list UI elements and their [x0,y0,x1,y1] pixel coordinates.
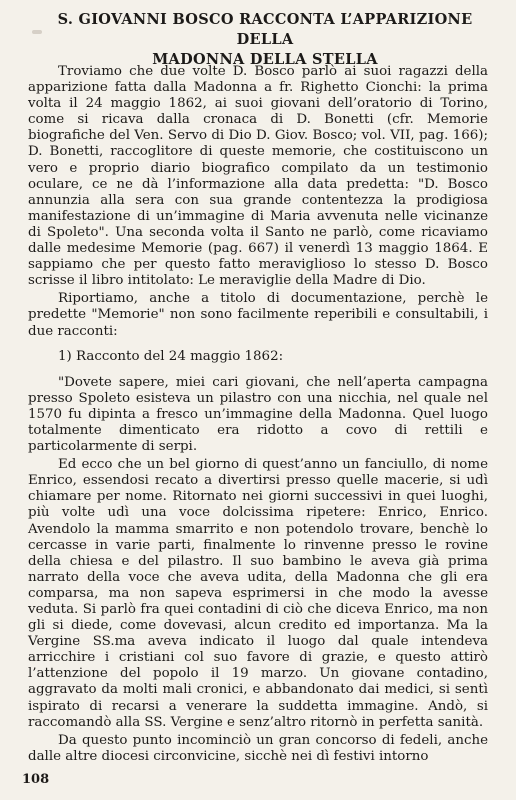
title-line-1: S. GIOVANNI BOSCO RACCONTA L’APPARIZIONE DELLA [57,11,473,48]
title-line-2: MADONNA DELLA STELLA [152,51,378,68]
body-text [28,64,488,765]
paragraph-intro: Troviamo che due volte D. Bosco parlò ai suoi ragazzi della apparizione fatta dalla Madonna a fr. Righetto Cionchi: la prima volta il 24 maggio 1862, ai suoi giovani dell’oratorio di Torino, come si ricava dalla cronaca di D. Bonetti (cfr. Memorie biografiche del Ven. Servo di Dio D. Giov. Bosco; vol. VII, pag. 166); D. Bonetti, raccoglitore di queste memorie, che costituiscono un vero e proprio diario biografico compilato da un testimonio oculare, ce ne dà l’informazione alla data predetta: "D. Bosco annunzia alla sera con sua grande contentezza la prodigiosa manifestazione di un’immagine di Maria avvenuta nelle vicinanze di Spoleto". Una seconda volta il Santo ne parlò, come ricaviamo dalle medesime Memorie (pag. 667) il venerdì 13 maggio 1864. E sappiamo che per questo fatto meraviglioso lo stesso D. Bosco scrisse il libro intitolato: Le meraviglie della Madre di Dio. [28,64,488,289]
page-title [40,10,490,70]
page-number: 108 [22,772,50,787]
paragraph-story-2: Ed ecco che un bel giorno di quest’anno un fanciullo, di nome Enrico, essendosi recato a divertirsi presso quelle macerie, si udì chiamare per nome. Ritornato nei giorni successivi in quei luoghi, più volte udì una voce dolcissima ripetere: Enrico, Enrico. Avendolo la mamma smarrito e non potendolo trovare, benchè lo cercasse in varie parti, finalmente lo rinvenne presso le rovine della chiesa e del pilastro. Il suo bambino le aveva già prima narrato della voce che aveva udita, della Madonna che gli era comparsa, ma non sapeva esprimersi in che modo la avesse veduta. Si parlò fra quei contadini di ciò che diceva Enrico, ma non gli si diede, come dovevasi, alcun credito ed importanza. Ma la Vergine SS.ma aveva indicato il luogo dal quale intendeva arricchire i cristiani col suo favore di grazie, e questo attirò l’attenzione del popolo il 19 marzo. Un giovane contadino, aggravato da molti mali cronici, e abbandonato dai medici, si sentì ispirato di recarsi a venerare la suddetta immagine. Andò, si raccomandò alla SS. Vergine e senz’altro ritornò in perfetta sanità. [28,457,488,730]
paragraph-story-1: "Dovete sapere, miei cari giovani, che nell’aperta campagna presso Spoleto esisteva un pilastro con una nicchia, nel quale nel 1570 fu dipinta a fresco un’immagine della Madonna. Quel luogo totalmente dimenticato era ridotto a covo di rettili e particolarmente di serpi. [28,374,488,455]
paragraph-reporting: Riportiamo, anche a titolo di documentazione, perchè le predette "Memorie" non sono facilmente reperibili e consultabili, i due racconti: [28,291,488,339]
paragraph-story-3: Da questo punto incominciò un gran concorso di fedeli, anche dalle altre diocesi circonvicine, sicchè nei dì festivi intorno [28,732,488,764]
section-heading: 1) Racconto del 24 maggio 1862: [58,348,284,364]
